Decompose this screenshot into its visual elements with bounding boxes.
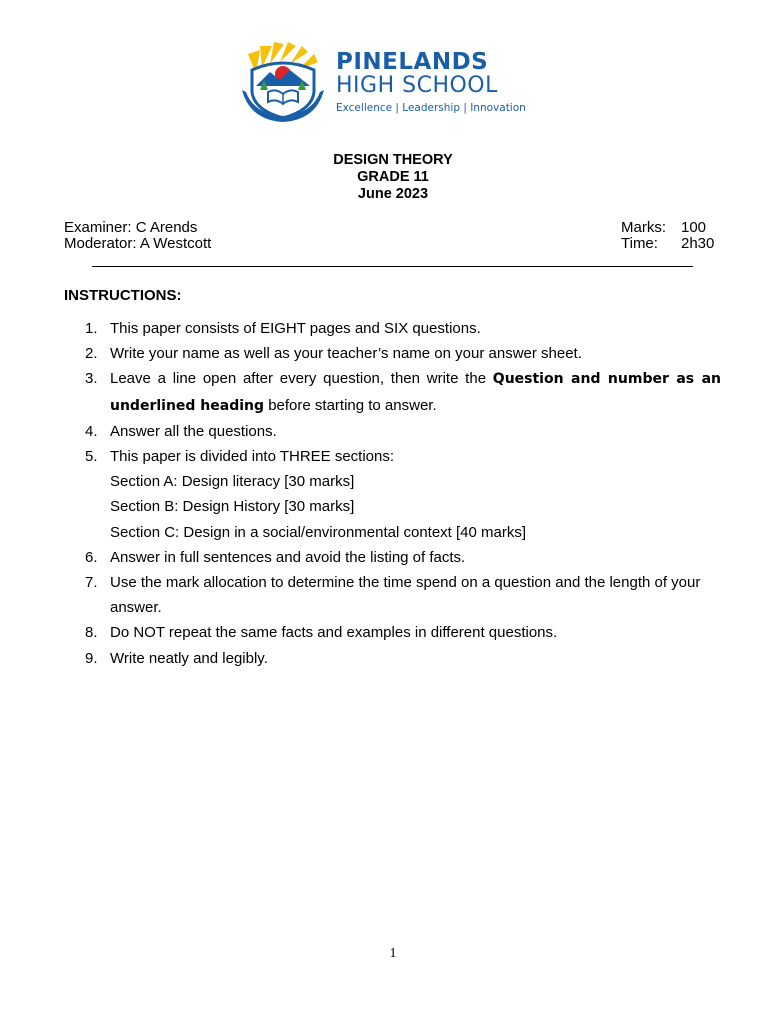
instruction-item: 7. Use the mark allocation to determine the time spend on a question and the length of your answer. [85,574,701,617]
marks-value: 100 [681,219,707,236]
subject-title: DESIGN THEORY [333,152,453,168]
marks-row [621,220,714,236]
examiner: Examiner: C Arends [64,219,198,236]
instruction-item: 8. Do NOT repeat the same facts and examples in different questions. [85,624,558,642]
school-name: PINELANDS [336,49,489,75]
staff-info [64,220,211,252]
divider-line [92,266,693,267]
school-motto: Excellence | Leadership | Innovation [336,102,526,114]
marks-label: Marks: [621,219,666,236]
school-wordmark [336,50,546,114]
moderator: Moderator: A Westcott [64,235,212,252]
instruction-item: 4. Answer all the questions. [85,422,277,440]
section-item: Section A: Design literacy [30 marks] [110,473,355,491]
instruction-item: 3. Leave a line open after every question, then write the Question and number as an underlined heading before starting to answer. [85,370,721,414]
section-item: Section C: Design in a social/environmental context [40 marks] [110,523,527,541]
school-logo [240,40,540,122]
school-type: HIGH SCHOOL [336,73,498,98]
paper-title-block [0,152,768,203]
instruction-item: 9. Write neatly and legibly. [85,649,268,667]
section-item: Section B: Design History [30 marks] [110,498,355,516]
paper-info [621,220,714,252]
page-number: 1 [389,946,397,961]
time-label: Time: [621,235,658,252]
instruction-item: 6. Answer in full sentences and avoid the listing of facts. [85,548,466,566]
exam-date: June 2023 [357,186,429,202]
instructions-heading: INSTRUCTIONS: [64,287,182,304]
instruction-item: 1. This paper consists of EIGHT pages and SIX questions. [85,320,481,337]
time-value: 2h30 [681,235,715,252]
time-row [621,236,714,252]
emphasis-text: Question and number as an underlined heading [110,371,721,414]
instruction-item: 5. This paper is divided into THREE sections: [85,448,395,466]
instruction-item: 2. Write your name as well as your teacher’s name on your answer sheet. [85,345,582,363]
grade-title: GRADE 11 [357,169,429,185]
school-crest-icon [240,40,326,122]
instructions-list [85,316,721,671]
